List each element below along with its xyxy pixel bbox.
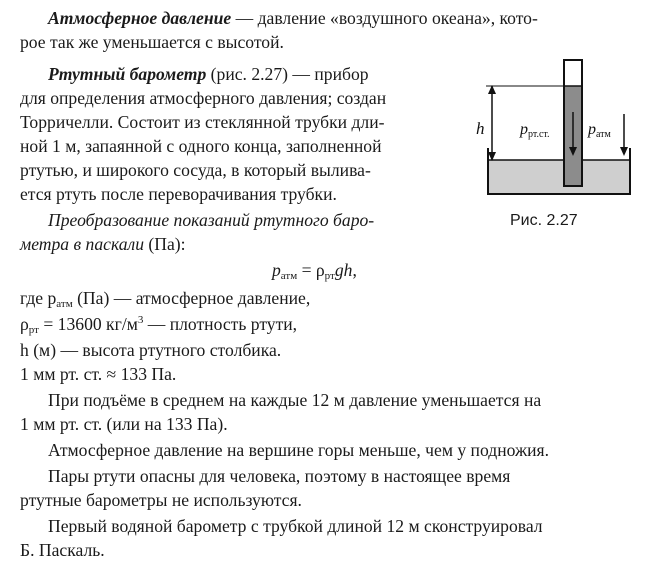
barometer-line-5: ртутью, и широкого сосуда, в который вылива- — [20, 160, 371, 180]
atm-pressure-line-2: рое так же уменьшается с высотой. — [20, 32, 284, 52]
barometer-line-3: Торричелли. Состоит из стеклянной трубки дли- — [20, 112, 385, 132]
pressure-formula: $p_{атм} = \rho_{рт}gh$, — [272, 260, 357, 282]
figure-caption: Рис. 2.27 — [510, 212, 578, 229]
term-mercury-barometer: Ртутный барометр — [48, 64, 207, 84]
p-atm-label: pатм — [588, 121, 611, 140]
barometer-figure — [468, 52, 648, 262]
term-atmospheric-pressure: Атмосферное давление — [48, 8, 232, 28]
p-atm-arrow-head — [620, 147, 628, 156]
note-mercury-line-2: ртутные барометры не используются. — [20, 490, 302, 510]
barometer-line-4: ной 1 м, запаянной с одного конца, заполненной — [20, 136, 382, 156]
conversion-line-1: Преобразование показаний ртутного баро- — [48, 210, 375, 230]
definition-p-atm: где $p_{атм}$ (Па) — атмосферное давление, — [20, 288, 311, 310]
atm-pressure-line-1: Атмосферное давление — давление «воздушного океана», кото- — [48, 8, 538, 28]
vessel-mercury — [489, 160, 629, 193]
note-altitude-line-1: При подъёме в среднем на каждые 12 м давление уменьшается на — [48, 390, 542, 410]
definition-h: h (м) — высота ртутного столбика. — [20, 340, 282, 360]
mmhg-conversion: 1 мм рт. ст. ≈ 133 Па. — [20, 364, 177, 384]
note-mountain: Атмосферное давление на вершине горы меньше, чем у подножия. — [48, 440, 550, 460]
note-mercury-line-1: Пары ртути опасны для человека, поэтому в настоящее время — [48, 466, 511, 486]
barometer-line-1: Ртутный барометр (рис. 2.27) — прибор — [48, 64, 369, 84]
barometer-line-2: для определения атмосферного давления; создан — [20, 88, 387, 108]
conversion-line-2: метра в паскали (Па): — [20, 234, 186, 254]
note-altitude-line-2: 1 мм рт. ст. (или на 133 Па). — [20, 414, 228, 434]
barometer-line-6: ется ртуть после переворачивания трубки. — [20, 184, 337, 204]
p-rt-label: pрт.ст. — [520, 121, 550, 140]
note-pascal-line-2: Б. Паскаль. — [20, 540, 105, 560]
h-label: h — [476, 119, 485, 138]
note-pascal-line-1: Первый водяной барометр с трубкой длиной 12 м сконструировал — [48, 516, 543, 536]
definition-rho: $\rho_{рт} = 13600$ $кг/м^3$ — плотность ртути, — [20, 314, 298, 336]
